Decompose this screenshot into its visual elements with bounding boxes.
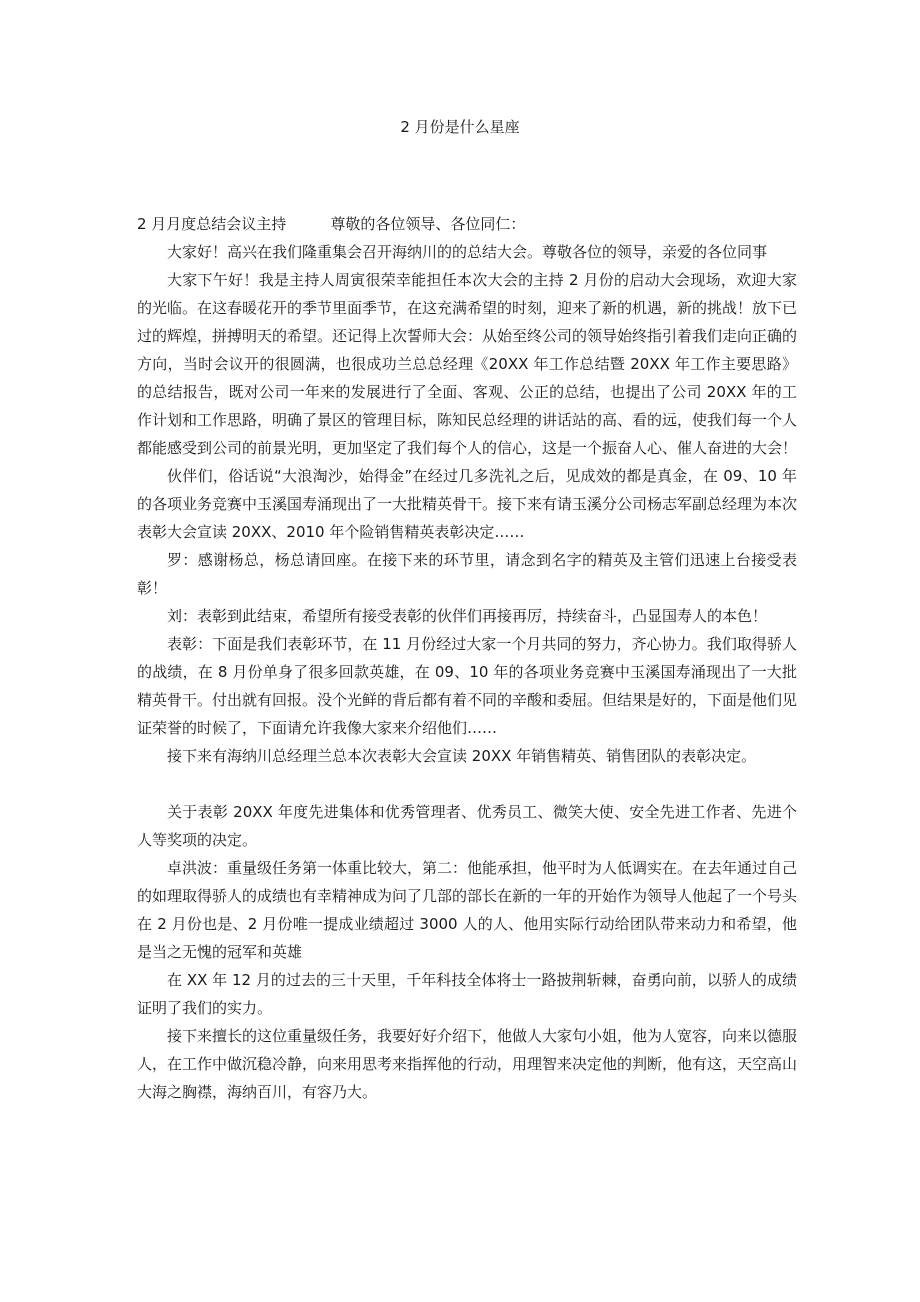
header-left: 2 月月度总结会议主持 [137,215,287,233]
paragraph: 大家下午好！我是主持人周寅很荣幸能担任本次大会的主持 2 月份的启动大会现场，欢迎大家的光临。在这春暖花开的季节里面季节，在这充满希望的时刻，迎来了新的机遇，新的挑战！放下已过的辉煌，拼搏明天的希望。还记得上次誓师大会：从始至终公司的领导始终指引着我们走向正确的方向，当时会议开的很圆满，也很成功兰总总经理《20XX 年工作总结暨 20XX 年工作主要思路》的总结报告，既对公司一年来的发展进行了全面、客观、公正的总结，也提出了公司 20XX 年的工作计划和工作思路，明确了景区的管理目标，陈知民总经理的讲话站的高、看的远，使我们每一个人都能感受到公司的前景光明，更加坚定了我们每个人的信心，这是一个振奋人心、催人奋进的大会！ [137,271,798,457]
paragraph: 卓洪波：重量级任务第一体重比较大，第二：他能承担，他平时为人低调实在。在去年通过自己的如理取得骄人的成绩也有幸精神成为问了几部的部长在新的一年的开始作为领导人他起了一个号头在 2 月份也是、2 月份唯一提成业绩超过 3000 人的人、他用实际行动给团队带来动力和希望，他是当之无愧的冠军和英雄 [137,859,798,961]
paragraph: 接下来擅长的这位重量级任务，我要好好介绍下，他做人大家句小姐，他为人宽容，向来以德服人，在工作中做沉稳冷静，向来用思考来指挥他的行动，用理智来决定他的判断，他有这，天空高山大海之胸襟，海纳百川，有容乃大。 [137,1027,798,1101]
document-title: 2 月份是什么星座 [400,118,520,136]
paragraph: 大家好！高兴在我们隆重集会召开海纳川的的总结大会。尊敬各位的领导，亲爱的各位同事 [167,243,768,261]
paragraph: 表彰：下面是我们表彰环节，在 11 月份经过大家一个月共同的努力，齐心协力。我们取得骄人的战绩，在 8 月份单身了很多回款英雄，在 09、10 年的各项业务竞赛中玉溪国寿涌现出了一大批精英骨干。付出就有回报。没个光鲜的背后都有着不同的辛酸和委屈。但结果是好的，下面是他们见证荣誉的时候了，下面请允许我像大家来介绍他们…… [137,635,798,737]
header-line [137,210,797,238]
paragraph: 刘：表彰到此结束，希望所有接受表彰的伙伴们再接再厉，持续奋斗，凸显国寿人的本色！ [167,607,768,625]
paragraph: 罗：感谢杨总，杨总请回座。在接下来的环节里，请念到名字的精英及主管们迅速上台接受表彰！ [137,551,797,597]
paragraph: 在 XX 年 12 月的过去的三十天里，千年科技全体将士一路披荆斩棘，奋勇向前，以骄人的成绩证明了我们的实力。 [137,971,797,1017]
document-body [137,210,797,1106]
paragraph: 接下来有海纳川总经理兰总本次表彰大会宣读 20XX 年销售精英、销售团队的表彰决定。 [167,747,757,765]
paragraph: 关于表彰 20XX 年度先进集体和优秀管理者、优秀员工、微笑大使、安全先进工作者、先进个人等奖项的决定。 [137,803,797,849]
header-right: 尊敬的各位领导、各位同仁： [330,215,526,233]
paragraph: 伙伴们，俗话说“大浪淘沙，始得金”在经过几多洗礼之后，见成效的都是真金，在 09、10 年的各项业务竞赛中玉溪国寿涌现出了一大批精英骨干。接下来有请玉溪分公司杨志军副总经理为本次表彰大会宣读 20XX、2010 年个险销售精英表彰决定…… [137,467,798,541]
